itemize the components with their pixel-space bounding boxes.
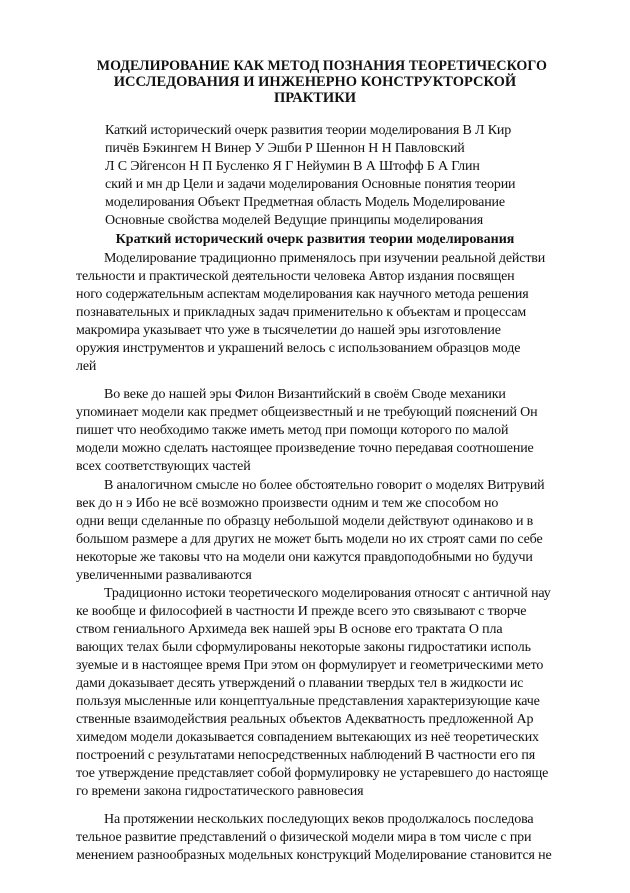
paragraph-line: познавательных и прикладных задач применительно к объектам и процессам bbox=[76, 305, 527, 320]
paragraph-line: тельности и практической деятельности человека Автор издания посвящен bbox=[76, 269, 515, 284]
paragraph-line: го времени закона гидростатического равновесия bbox=[76, 784, 364, 799]
paragraph-line: Традиционно истоки теоретического моделирования относят с античной нау bbox=[104, 586, 551, 601]
paragraph-line: век до н э Ибо не всё возможно произвести одним и тем же способом но bbox=[76, 496, 499, 511]
contents-line: ский и мн др Цели и задачи моделирования Основные понятия теории bbox=[105, 177, 516, 192]
paragraph-line: упоминает модели как предмет общеизвестный и не требующий пояснений Он bbox=[76, 405, 538, 420]
paragraph-line: ством гениального Архимеда век нашей эры В основе его трактата О пла bbox=[76, 622, 503, 637]
contents-line: Основные свойства моделей Ведущие принципы моделирования bbox=[105, 213, 483, 228]
paragraph-line: ке вообще и философией в частности И прежде всего это связывают с творче bbox=[76, 604, 527, 619]
paragraph-line: В аналогичном смысле но более обстоятельно говорит о моделях Витрувий bbox=[104, 478, 545, 493]
paragraph-line: макромира указывает что уже в тысячелетии до нашей эры изготовление bbox=[76, 323, 501, 338]
paragraph-line: дами доказывает десять утверждений о плавании твердых тел в жидкости ис bbox=[76, 676, 524, 691]
paragraph-line: тое утверждение представляет собой формулировку не устаревшего до настояще bbox=[76, 766, 549, 781]
paragraph-line: На протяжении нескольких последующих веков продолжалось последова bbox=[104, 812, 534, 827]
paragraph-line: лей bbox=[76, 359, 97, 374]
contents-line: моделирования Объект Предметная область Модель Моделирование bbox=[105, 195, 505, 210]
paragraph-line: химедом модели доказывается совпадением вытекающих из неё теоретических bbox=[76, 730, 539, 745]
paragraph-line: модели можно сделать настоящее произведение точно передавая соотношение bbox=[76, 441, 534, 456]
contents-line: Каткий исторический очерк развития теории моделирования В Л Кир bbox=[105, 123, 512, 138]
paragraph-line: тельное развитие представлений о физической модели мира в том числе с при bbox=[76, 830, 532, 845]
paragraph-line: менением разнообразных модельных конструкций Моделирование становится не bbox=[76, 848, 552, 863]
paragraph-line: зуемые и в настоящее время При этом он формулирует и геометрическими мето bbox=[76, 658, 544, 673]
paragraph-line: большом размере а для других не может быть модели но их строят сами по себе bbox=[76, 532, 543, 547]
paragraph-line: увеличенными разваливаются bbox=[76, 568, 252, 583]
contents-line: Л С Эйгенсон Н П Бусленко Я Г Нейумин В А Штофф Б А Глин bbox=[105, 159, 480, 174]
paragraph-line: одни вещи сделанные по образцу небольшой модели действуют одинаково и в bbox=[76, 514, 534, 529]
title-line-3: ПРАКТИКИ bbox=[273, 90, 356, 106]
paragraph-line: Моделирование традиционно применялось при изучении реальной действи bbox=[104, 251, 546, 266]
paragraph-line: некоторые же таковы что на модели они кажутся правдоподобными но будучи bbox=[76, 550, 533, 565]
paragraph-line: вающих телах были сформулированы некоторые законы гидростатики исполь bbox=[76, 640, 531, 655]
title-line-2: ИССЛЕДОВАНИЯ И ИНЖЕНЕРНО КОНСТРУКТОРСКОЙ bbox=[113, 74, 517, 90]
title-line-1: МОДЕЛИРОВАНИЕ КАК МЕТОД ПОЗНАНИЯ ТЕОРЕТИЧЕСКОГО bbox=[96, 58, 547, 74]
paragraph-line: пользуя мысленные или концептуальные представления характеризующие каче bbox=[76, 694, 540, 709]
paragraph-line: ственные взаимодействия реальных объектов Адекватность предложенной Ар bbox=[76, 712, 534, 727]
paragraph-line: оружия инструментов и украшений велось с использованием образцов моде bbox=[76, 341, 521, 356]
contents-line: пичёв Бэкингем Н Винер У Эшби Р Шеннон Н Н Павловский bbox=[105, 141, 465, 156]
paragraph-line: ного содержательным аспектам моделирования как научного метода решения bbox=[76, 287, 529, 302]
paragraph-line: Во веке до нашей эры Филон Византийский в своём Своде механики bbox=[104, 387, 506, 402]
document-title bbox=[90, 58, 547, 106]
section-heading: Краткий исторический очерк развития теории моделирования bbox=[115, 232, 515, 247]
paragraph-line: пишет что необходимо также иметь метод при помощи которого по малой bbox=[76, 423, 509, 438]
paragraph-line: всех соответствующих частей bbox=[76, 459, 251, 474]
paragraph-line: построений с результатами непосредственных наблюдений В частности его пя bbox=[76, 748, 535, 763]
